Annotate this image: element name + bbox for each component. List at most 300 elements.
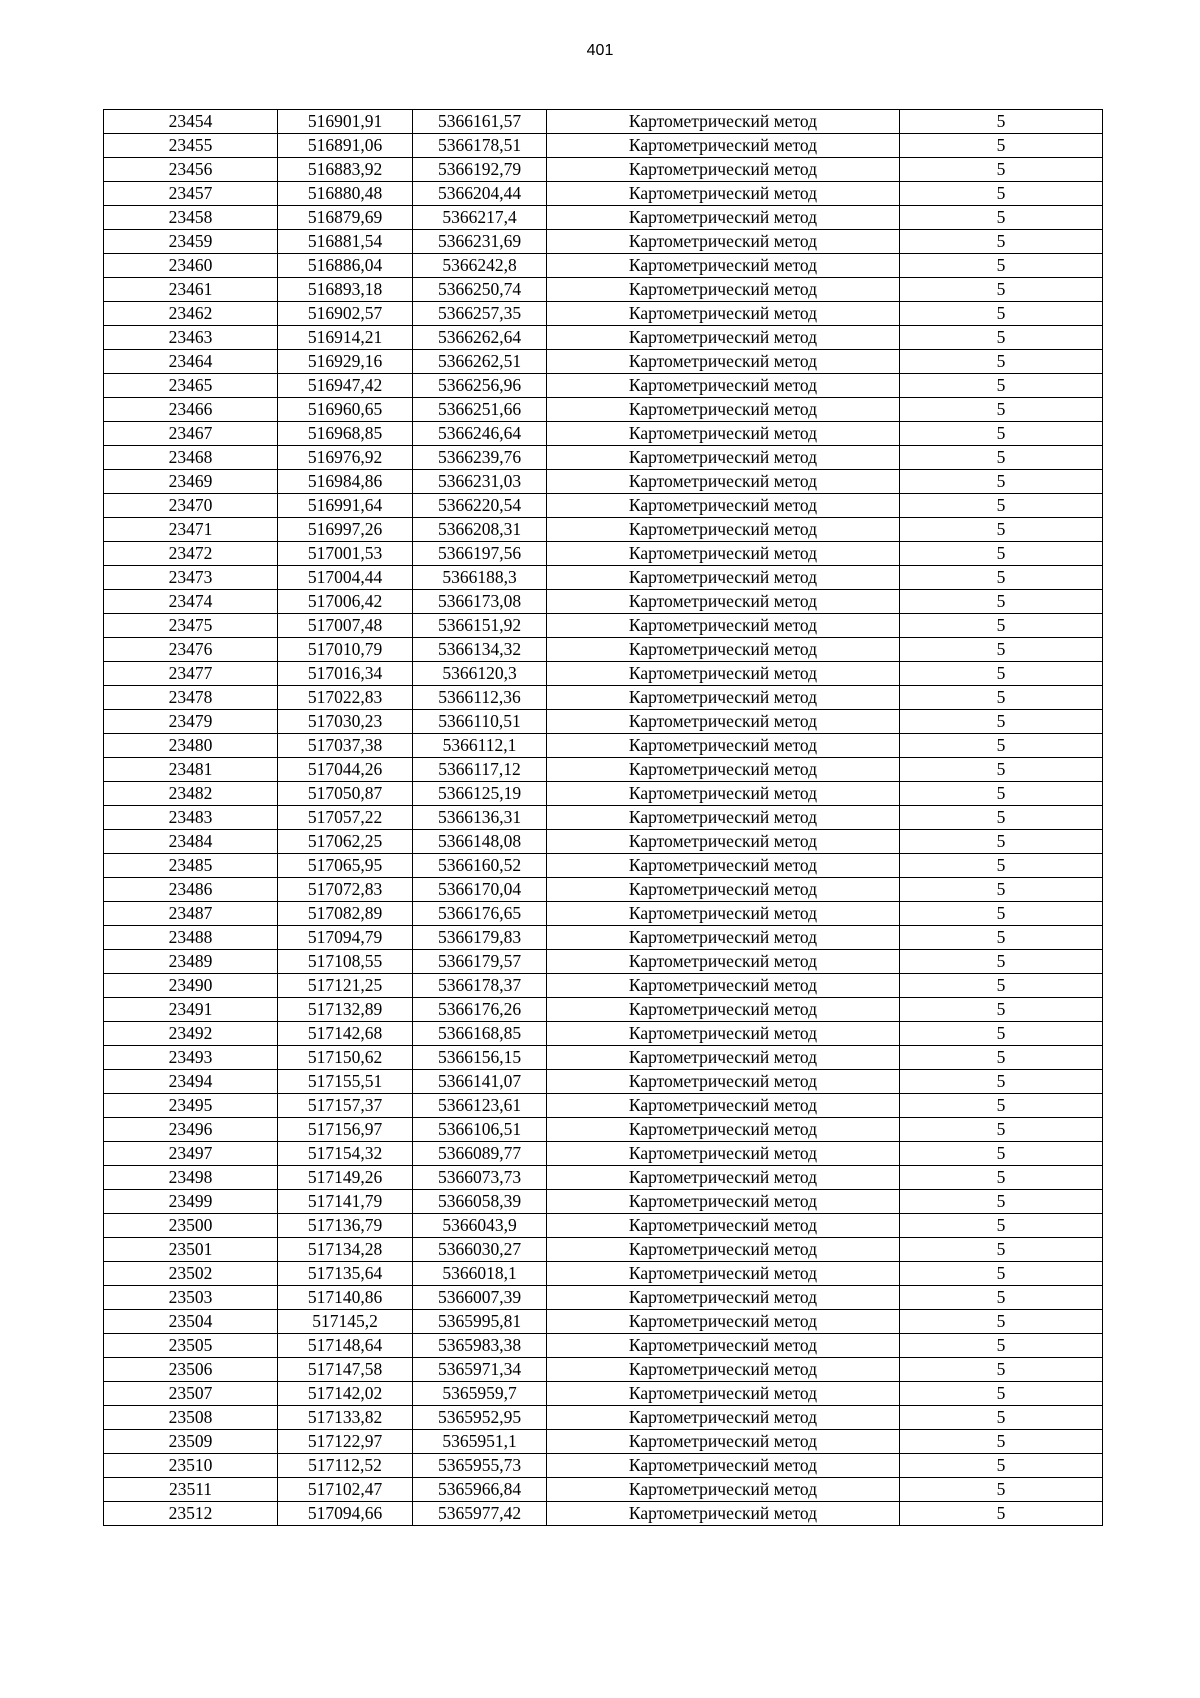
table-row xyxy=(104,1406,1103,1430)
table-row xyxy=(104,422,1103,446)
x-coordinate-cell: 517044,26 xyxy=(278,758,413,782)
x-coordinate-cell: 517140,86 xyxy=(278,1286,413,1310)
method-cell: Картометрический метод xyxy=(547,422,900,446)
x-coordinate-cell: 516881,54 xyxy=(278,230,413,254)
accuracy-cell: 5 xyxy=(900,1502,1103,1526)
x-coordinate-cell: 517006,42 xyxy=(278,590,413,614)
accuracy-cell: 5 xyxy=(900,134,1103,158)
accuracy-cell: 5 xyxy=(900,1286,1103,1310)
x-coordinate-cell: 516960,65 xyxy=(278,398,413,422)
point-number-cell: 23495 xyxy=(104,1094,278,1118)
x-coordinate-cell: 517030,23 xyxy=(278,710,413,734)
y-coordinate-cell: 5366176,65 xyxy=(413,902,547,926)
point-number-cell: 23499 xyxy=(104,1190,278,1214)
table-row xyxy=(104,134,1103,158)
table-row xyxy=(104,1214,1103,1238)
point-number-cell: 23493 xyxy=(104,1046,278,1070)
point-number-cell: 23497 xyxy=(104,1142,278,1166)
y-coordinate-cell: 5366030,27 xyxy=(413,1238,547,1262)
page-number: 401 xyxy=(586,42,614,59)
accuracy-cell: 5 xyxy=(900,1190,1103,1214)
x-coordinate-cell: 516883,92 xyxy=(278,158,413,182)
accuracy-cell: 5 xyxy=(900,1214,1103,1238)
accuracy-cell: 5 xyxy=(900,182,1103,206)
point-number-cell: 23470 xyxy=(104,494,278,518)
table-row xyxy=(104,326,1103,350)
table-row xyxy=(104,998,1103,1022)
accuracy-cell: 5 xyxy=(900,158,1103,182)
point-number-cell: 23473 xyxy=(104,566,278,590)
method-cell: Картометрический метод xyxy=(547,566,900,590)
method-cell: Картометрический метод xyxy=(547,158,900,182)
point-number-cell: 23496 xyxy=(104,1118,278,1142)
y-coordinate-cell: 5366136,31 xyxy=(413,806,547,830)
accuracy-cell: 5 xyxy=(900,950,1103,974)
accuracy-cell: 5 xyxy=(900,662,1103,686)
method-cell: Картометрический метод xyxy=(547,830,900,854)
method-cell: Картометрический метод xyxy=(547,398,900,422)
y-coordinate-cell: 5366262,64 xyxy=(413,326,547,350)
y-coordinate-cell: 5366043,9 xyxy=(413,1214,547,1238)
point-number-cell: 23485 xyxy=(104,854,278,878)
y-coordinate-cell: 5366134,32 xyxy=(413,638,547,662)
method-cell: Картометрический метод xyxy=(547,1358,900,1382)
accuracy-cell: 5 xyxy=(900,1262,1103,1286)
y-coordinate-cell: 5365955,73 xyxy=(413,1454,547,1478)
accuracy-cell: 5 xyxy=(900,614,1103,638)
accuracy-cell: 5 xyxy=(900,1142,1103,1166)
y-coordinate-cell: 5366123,61 xyxy=(413,1094,547,1118)
method-cell: Картометрический метод xyxy=(547,878,900,902)
point-number-cell: 23492 xyxy=(104,1022,278,1046)
table-row xyxy=(104,590,1103,614)
x-coordinate-cell: 517156,97 xyxy=(278,1118,413,1142)
table-row xyxy=(104,758,1103,782)
method-cell: Картометрический метод xyxy=(547,254,900,278)
table-row xyxy=(104,1046,1103,1070)
point-number-cell: 23462 xyxy=(104,302,278,326)
x-coordinate-cell: 517135,64 xyxy=(278,1262,413,1286)
accuracy-cell: 5 xyxy=(900,638,1103,662)
table-row xyxy=(104,926,1103,950)
y-coordinate-cell: 5365971,34 xyxy=(413,1358,547,1382)
accuracy-cell: 5 xyxy=(900,830,1103,854)
y-coordinate-cell: 5366156,15 xyxy=(413,1046,547,1070)
y-coordinate-cell: 5366007,39 xyxy=(413,1286,547,1310)
method-cell: Картометрический метод xyxy=(547,758,900,782)
y-coordinate-cell: 5366250,74 xyxy=(413,278,547,302)
y-coordinate-cell: 5366120,3 xyxy=(413,662,547,686)
accuracy-cell: 5 xyxy=(900,1478,1103,1502)
accuracy-cell: 5 xyxy=(900,1334,1103,1358)
method-cell: Картометрический метод xyxy=(547,518,900,542)
point-number-cell: 23469 xyxy=(104,470,278,494)
table-row xyxy=(104,182,1103,206)
accuracy-cell: 5 xyxy=(900,278,1103,302)
point-number-cell: 23463 xyxy=(104,326,278,350)
y-coordinate-cell: 5366217,4 xyxy=(413,206,547,230)
point-number-cell: 23460 xyxy=(104,254,278,278)
x-coordinate-cell: 517157,37 xyxy=(278,1094,413,1118)
table-row xyxy=(104,302,1103,326)
x-coordinate-cell: 517016,34 xyxy=(278,662,413,686)
accuracy-cell: 5 xyxy=(900,1382,1103,1406)
point-number-cell: 23504 xyxy=(104,1310,278,1334)
y-coordinate-cell: 5366188,3 xyxy=(413,566,547,590)
method-cell: Картометрический метод xyxy=(547,1094,900,1118)
accuracy-cell: 5 xyxy=(900,350,1103,374)
accuracy-cell: 5 xyxy=(900,302,1103,326)
y-coordinate-cell: 5366112,36 xyxy=(413,686,547,710)
table-row xyxy=(104,950,1103,974)
point-number-cell: 23456 xyxy=(104,158,278,182)
table-row xyxy=(104,878,1103,902)
x-coordinate-cell: 516984,86 xyxy=(278,470,413,494)
method-cell: Картометрический метод xyxy=(547,1214,900,1238)
y-coordinate-cell: 5366110,51 xyxy=(413,710,547,734)
x-coordinate-cell: 516968,85 xyxy=(278,422,413,446)
x-coordinate-cell: 517010,79 xyxy=(278,638,413,662)
accuracy-cell: 5 xyxy=(900,422,1103,446)
accuracy-cell: 5 xyxy=(900,806,1103,830)
table-row xyxy=(104,1118,1103,1142)
y-coordinate-cell: 5366204,44 xyxy=(413,182,547,206)
x-coordinate-cell: 517050,87 xyxy=(278,782,413,806)
table-row xyxy=(104,1430,1103,1454)
point-number-cell: 23454 xyxy=(104,110,278,134)
accuracy-cell: 5 xyxy=(900,734,1103,758)
method-cell: Картометрический метод xyxy=(547,1070,900,1094)
y-coordinate-cell: 5366246,64 xyxy=(413,422,547,446)
accuracy-cell: 5 xyxy=(900,710,1103,734)
method-cell: Картометрический метод xyxy=(547,326,900,350)
table-row xyxy=(104,110,1103,134)
y-coordinate-cell: 5366112,1 xyxy=(413,734,547,758)
point-number-cell: 23510 xyxy=(104,1454,278,1478)
method-cell: Картометрический метод xyxy=(547,1046,900,1070)
x-coordinate-cell: 517132,89 xyxy=(278,998,413,1022)
point-number-cell: 23512 xyxy=(104,1502,278,1526)
table-row xyxy=(104,686,1103,710)
y-coordinate-cell: 5366251,66 xyxy=(413,398,547,422)
y-coordinate-cell: 5366242,8 xyxy=(413,254,547,278)
y-coordinate-cell: 5366178,37 xyxy=(413,974,547,998)
method-cell: Картометрический метод xyxy=(547,1286,900,1310)
method-cell: Картометрический метод xyxy=(547,206,900,230)
accuracy-cell: 5 xyxy=(900,758,1103,782)
y-coordinate-cell: 5366197,56 xyxy=(413,542,547,566)
x-coordinate-cell: 517072,83 xyxy=(278,878,413,902)
point-number-cell: 23509 xyxy=(104,1430,278,1454)
point-number-cell: 23464 xyxy=(104,350,278,374)
point-number-cell: 23467 xyxy=(104,422,278,446)
accuracy-cell: 5 xyxy=(900,782,1103,806)
method-cell: Картометрический метод xyxy=(547,710,900,734)
table-row xyxy=(104,254,1103,278)
accuracy-cell: 5 xyxy=(900,1070,1103,1094)
accuracy-cell: 5 xyxy=(900,878,1103,902)
point-number-cell: 23486 xyxy=(104,878,278,902)
y-coordinate-cell: 5366262,51 xyxy=(413,350,547,374)
table-row xyxy=(104,1286,1103,1310)
point-number-cell: 23482 xyxy=(104,782,278,806)
method-cell: Картометрический метод xyxy=(547,1406,900,1430)
y-coordinate-cell: 5365983,38 xyxy=(413,1334,547,1358)
y-coordinate-cell: 5366179,57 xyxy=(413,950,547,974)
point-number-cell: 23476 xyxy=(104,638,278,662)
x-coordinate-cell: 517065,95 xyxy=(278,854,413,878)
method-cell: Картометрический метод xyxy=(547,590,900,614)
y-coordinate-cell: 5366058,39 xyxy=(413,1190,547,1214)
point-number-cell: 23503 xyxy=(104,1286,278,1310)
x-coordinate-cell: 517004,44 xyxy=(278,566,413,590)
method-cell: Картометрический метод xyxy=(547,350,900,374)
point-number-cell: 23472 xyxy=(104,542,278,566)
x-coordinate-cell: 517121,25 xyxy=(278,974,413,998)
y-coordinate-cell: 5366176,26 xyxy=(413,998,547,1022)
accuracy-cell: 5 xyxy=(900,998,1103,1022)
table-row xyxy=(104,1238,1103,1262)
x-coordinate-cell: 517007,48 xyxy=(278,614,413,638)
method-cell: Картометрический метод xyxy=(547,446,900,470)
point-number-cell: 23494 xyxy=(104,1070,278,1094)
table-row xyxy=(104,614,1103,638)
table-row xyxy=(104,1334,1103,1358)
method-cell: Картометрический метод xyxy=(547,686,900,710)
point-number-cell: 23480 xyxy=(104,734,278,758)
accuracy-cell: 5 xyxy=(900,230,1103,254)
point-number-cell: 23478 xyxy=(104,686,278,710)
method-cell: Картометрический метод xyxy=(547,926,900,950)
method-cell: Картометрический метод xyxy=(547,806,900,830)
accuracy-cell: 5 xyxy=(900,566,1103,590)
point-number-cell: 23457 xyxy=(104,182,278,206)
table-row xyxy=(104,1382,1103,1406)
y-coordinate-cell: 5365966,84 xyxy=(413,1478,547,1502)
x-coordinate-cell: 517062,25 xyxy=(278,830,413,854)
method-cell: Картометрический метод xyxy=(547,494,900,518)
table-row xyxy=(104,1262,1103,1286)
x-coordinate-cell: 516976,92 xyxy=(278,446,413,470)
method-cell: Картометрический метод xyxy=(547,1190,900,1214)
x-coordinate-cell: 516901,91 xyxy=(278,110,413,134)
method-cell: Картометрический метод xyxy=(547,854,900,878)
point-number-cell: 23468 xyxy=(104,446,278,470)
method-cell: Картометрический метод xyxy=(547,734,900,758)
x-coordinate-cell: 517145,2 xyxy=(278,1310,413,1334)
accuracy-cell: 5 xyxy=(900,1238,1103,1262)
method-cell: Картометрический метод xyxy=(547,902,900,926)
method-cell: Картометрический метод xyxy=(547,278,900,302)
method-cell: Картометрический метод xyxy=(547,1238,900,1262)
table-row xyxy=(104,902,1103,926)
y-coordinate-cell: 5366231,69 xyxy=(413,230,547,254)
point-number-cell: 23474 xyxy=(104,590,278,614)
table-row xyxy=(104,1190,1103,1214)
method-cell: Картометрический метод xyxy=(547,950,900,974)
accuracy-cell: 5 xyxy=(900,1310,1103,1334)
method-cell: Картометрический метод xyxy=(547,302,900,326)
x-coordinate-cell: 517082,89 xyxy=(278,902,413,926)
accuracy-cell: 5 xyxy=(900,1046,1103,1070)
x-coordinate-cell: 517037,38 xyxy=(278,734,413,758)
y-coordinate-cell: 5366179,83 xyxy=(413,926,547,950)
accuracy-cell: 5 xyxy=(900,974,1103,998)
accuracy-cell: 5 xyxy=(900,1166,1103,1190)
x-coordinate-cell: 517142,02 xyxy=(278,1382,413,1406)
table-row xyxy=(104,1478,1103,1502)
accuracy-cell: 5 xyxy=(900,254,1103,278)
x-coordinate-cell: 517136,79 xyxy=(278,1214,413,1238)
point-number-cell: 23498 xyxy=(104,1166,278,1190)
accuracy-cell: 5 xyxy=(900,518,1103,542)
accuracy-cell: 5 xyxy=(900,398,1103,422)
table-row xyxy=(104,638,1103,662)
x-coordinate-cell: 517022,83 xyxy=(278,686,413,710)
y-coordinate-cell: 5366073,73 xyxy=(413,1166,547,1190)
accuracy-cell: 5 xyxy=(900,1358,1103,1382)
point-number-cell: 23511 xyxy=(104,1478,278,1502)
accuracy-cell: 5 xyxy=(900,590,1103,614)
accuracy-cell: 5 xyxy=(900,542,1103,566)
point-number-cell: 23465 xyxy=(104,374,278,398)
table-row xyxy=(104,350,1103,374)
table-row xyxy=(104,1022,1103,1046)
x-coordinate-cell: 516880,48 xyxy=(278,182,413,206)
point-number-cell: 23502 xyxy=(104,1262,278,1286)
x-coordinate-cell: 517147,58 xyxy=(278,1358,413,1382)
method-cell: Картометрический метод xyxy=(547,662,900,686)
point-number-cell: 23507 xyxy=(104,1382,278,1406)
accuracy-cell: 5 xyxy=(900,374,1103,398)
y-coordinate-cell: 5366161,57 xyxy=(413,110,547,134)
x-coordinate-cell: 517134,28 xyxy=(278,1238,413,1262)
point-number-cell: 23477 xyxy=(104,662,278,686)
point-number-cell: 23488 xyxy=(104,926,278,950)
method-cell: Картометрический метод xyxy=(547,470,900,494)
y-coordinate-cell: 5366160,52 xyxy=(413,854,547,878)
x-coordinate-cell: 517142,68 xyxy=(278,1022,413,1046)
y-coordinate-cell: 5366257,35 xyxy=(413,302,547,326)
x-coordinate-cell: 517141,79 xyxy=(278,1190,413,1214)
table-row xyxy=(104,374,1103,398)
table-row xyxy=(104,278,1103,302)
y-coordinate-cell: 5366256,96 xyxy=(413,374,547,398)
point-number-cell: 23491 xyxy=(104,998,278,1022)
y-coordinate-cell: 5366192,79 xyxy=(413,158,547,182)
y-coordinate-cell: 5366239,76 xyxy=(413,446,547,470)
y-coordinate-cell: 5366220,54 xyxy=(413,494,547,518)
point-number-cell: 23490 xyxy=(104,974,278,998)
table-row xyxy=(104,830,1103,854)
method-cell: Картометрический метод xyxy=(547,638,900,662)
accuracy-cell: 5 xyxy=(900,494,1103,518)
table-row xyxy=(104,206,1103,230)
table-row xyxy=(104,446,1103,470)
method-cell: Картометрический метод xyxy=(547,230,900,254)
x-coordinate-cell: 517154,32 xyxy=(278,1142,413,1166)
method-cell: Картометрический метод xyxy=(547,1166,900,1190)
method-cell: Картометрический метод xyxy=(547,1310,900,1334)
y-coordinate-cell: 5366125,19 xyxy=(413,782,547,806)
x-coordinate-cell: 517057,22 xyxy=(278,806,413,830)
x-coordinate-cell: 517122,97 xyxy=(278,1430,413,1454)
point-number-cell: 23508 xyxy=(104,1406,278,1430)
point-number-cell: 23466 xyxy=(104,398,278,422)
table-row xyxy=(104,854,1103,878)
y-coordinate-cell: 5366018,1 xyxy=(413,1262,547,1286)
method-cell: Картометрический метод xyxy=(547,134,900,158)
y-coordinate-cell: 5366168,85 xyxy=(413,1022,547,1046)
y-coordinate-cell: 5366089,77 xyxy=(413,1142,547,1166)
accuracy-cell: 5 xyxy=(900,1118,1103,1142)
y-coordinate-cell: 5365995,81 xyxy=(413,1310,547,1334)
y-coordinate-cell: 5366117,12 xyxy=(413,758,547,782)
y-coordinate-cell: 5366106,51 xyxy=(413,1118,547,1142)
point-number-cell: 23500 xyxy=(104,1214,278,1238)
y-coordinate-cell: 5365951,1 xyxy=(413,1430,547,1454)
x-coordinate-cell: 516891,06 xyxy=(278,134,413,158)
y-coordinate-cell: 5366173,08 xyxy=(413,590,547,614)
method-cell: Картометрический метод xyxy=(547,1142,900,1166)
method-cell: Картометрический метод xyxy=(547,974,900,998)
table-row xyxy=(104,566,1103,590)
table-row xyxy=(104,662,1103,686)
accuracy-cell: 5 xyxy=(900,1022,1103,1046)
accuracy-cell: 5 xyxy=(900,470,1103,494)
accuracy-cell: 5 xyxy=(900,326,1103,350)
y-coordinate-cell: 5366148,08 xyxy=(413,830,547,854)
x-coordinate-cell: 516914,21 xyxy=(278,326,413,350)
x-coordinate-cell: 517108,55 xyxy=(278,950,413,974)
method-cell: Картометрический метод xyxy=(547,542,900,566)
table-row xyxy=(104,494,1103,518)
accuracy-cell: 5 xyxy=(900,854,1103,878)
x-coordinate-cell: 516991,64 xyxy=(278,494,413,518)
method-cell: Картометрический метод xyxy=(547,1382,900,1406)
method-cell: Картометрический метод xyxy=(547,1262,900,1286)
method-cell: Картометрический метод xyxy=(547,1022,900,1046)
table-row xyxy=(104,974,1103,998)
point-number-cell: 23471 xyxy=(104,518,278,542)
table-row xyxy=(104,1502,1103,1526)
point-number-cell: 23475 xyxy=(104,614,278,638)
x-coordinate-cell: 517112,52 xyxy=(278,1454,413,1478)
point-number-cell: 23489 xyxy=(104,950,278,974)
table-row xyxy=(104,470,1103,494)
y-coordinate-cell: 5366231,03 xyxy=(413,470,547,494)
accuracy-cell: 5 xyxy=(900,1094,1103,1118)
point-number-cell: 23455 xyxy=(104,134,278,158)
table-row xyxy=(104,1166,1103,1190)
point-number-cell: 23459 xyxy=(104,230,278,254)
point-number-cell: 23461 xyxy=(104,278,278,302)
table-row xyxy=(104,398,1103,422)
table-row xyxy=(104,1142,1103,1166)
table-row xyxy=(104,542,1103,566)
table-row xyxy=(104,1070,1103,1094)
x-coordinate-cell: 516902,57 xyxy=(278,302,413,326)
coordinates-table-body xyxy=(104,110,1103,1526)
point-number-cell: 23501 xyxy=(104,1238,278,1262)
x-coordinate-cell: 517094,66 xyxy=(278,1502,413,1526)
y-coordinate-cell: 5366178,51 xyxy=(413,134,547,158)
x-coordinate-cell: 517001,53 xyxy=(278,542,413,566)
point-number-cell: 23484 xyxy=(104,830,278,854)
x-coordinate-cell: 516929,16 xyxy=(278,350,413,374)
x-coordinate-cell: 516893,18 xyxy=(278,278,413,302)
x-coordinate-cell: 516997,26 xyxy=(278,518,413,542)
